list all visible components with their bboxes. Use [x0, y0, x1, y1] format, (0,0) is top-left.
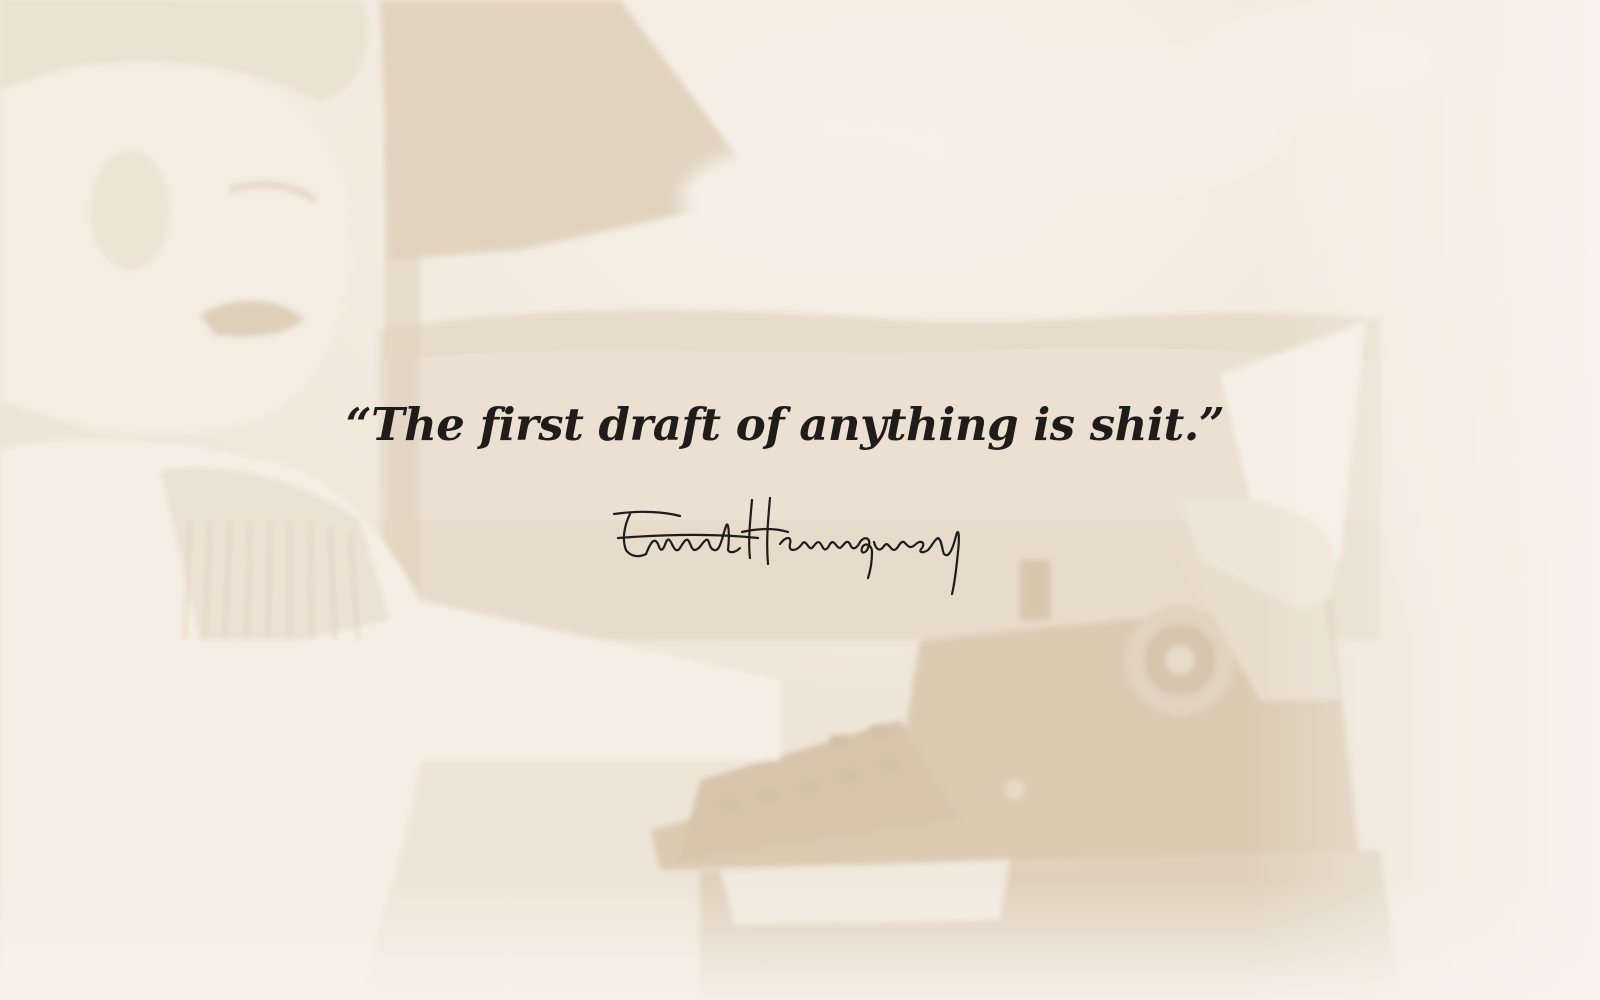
- quote-text: “The first draft of anything is shit.”: [345, 398, 1225, 451]
- author-signature: [610, 492, 980, 602]
